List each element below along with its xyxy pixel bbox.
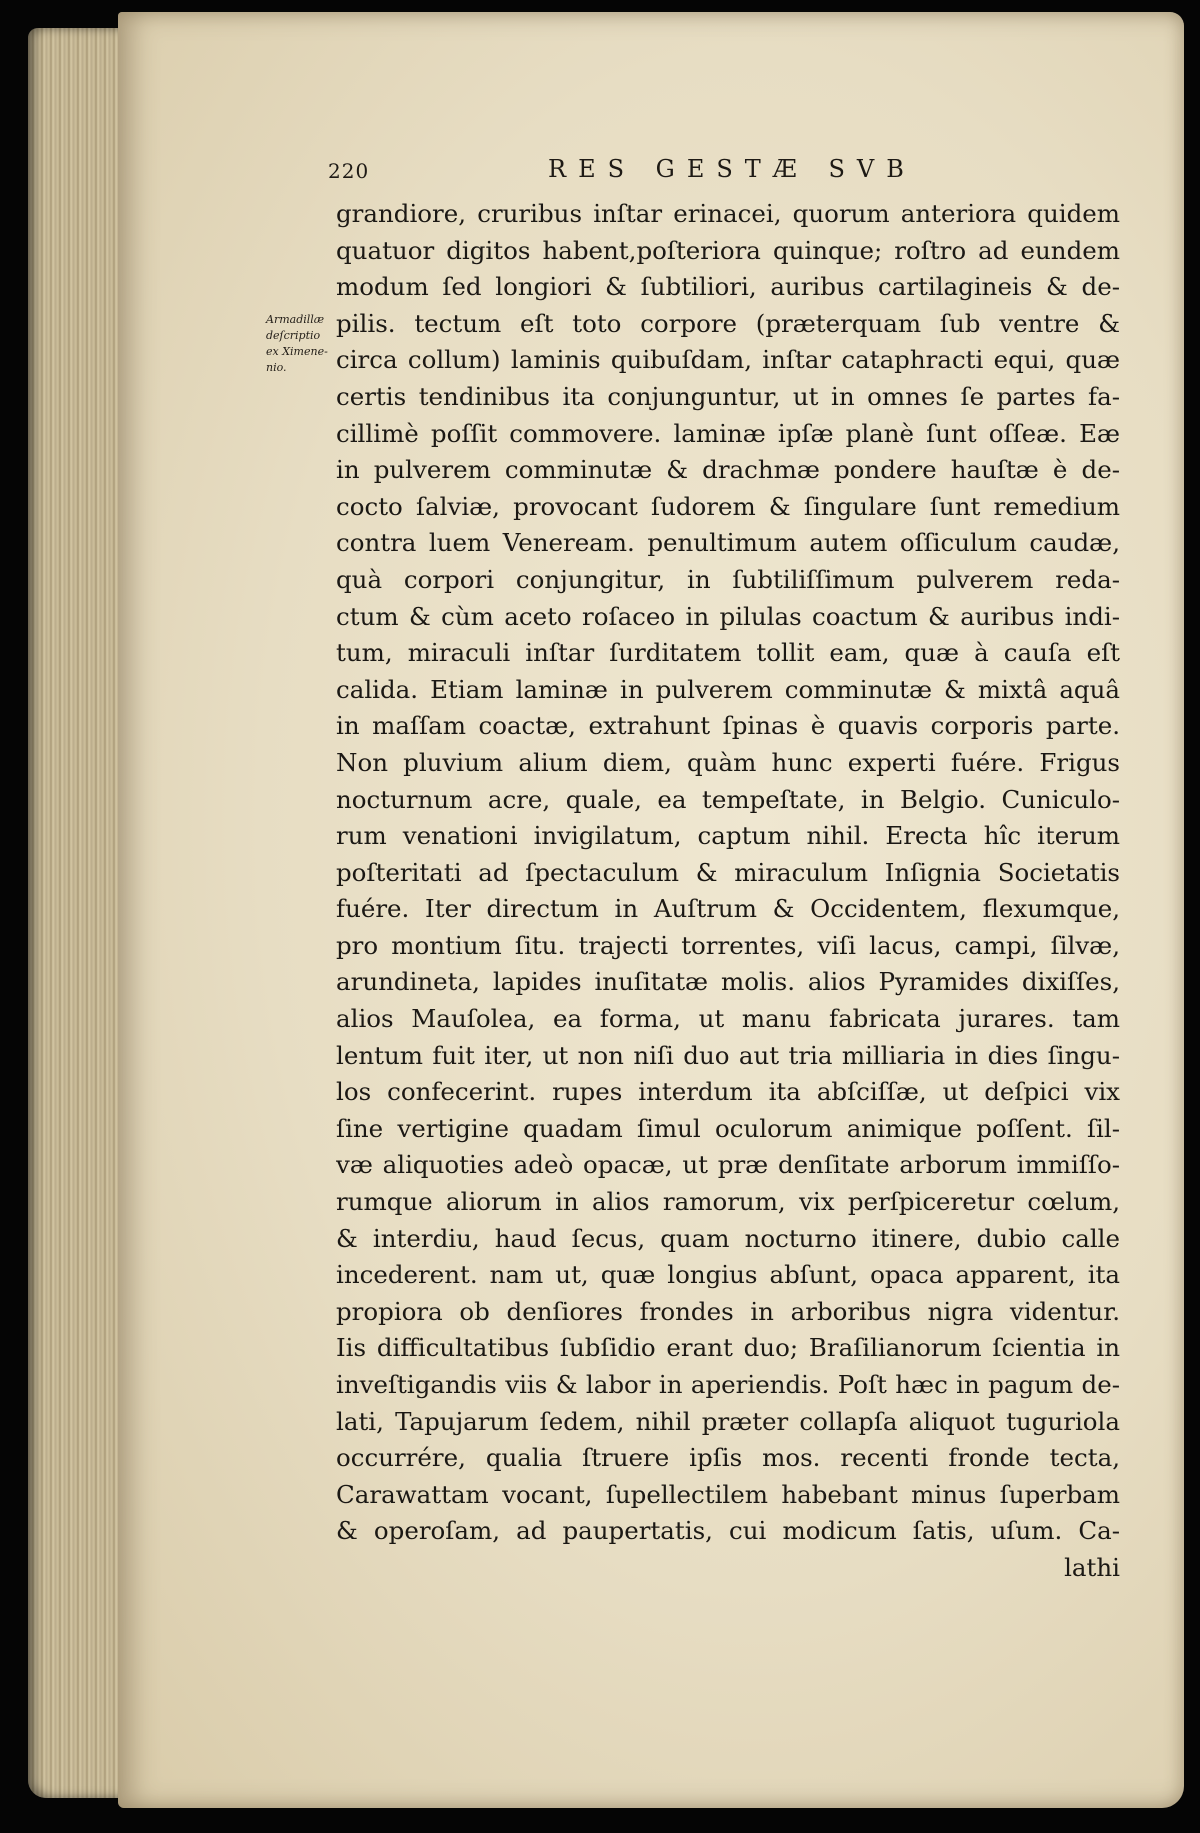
text-line: alios Mauſolea, ea forma, ut manu fabricata jurares. tam (336, 1004, 1120, 1034)
body-text (336, 196, 1120, 1587)
text-line: Non pluvium alium diem, quàm hunc experti fuére. Frigus (336, 747, 1120, 777)
text-line: tum, miraculi inſtar ſurditatem tollit eam, quæ à cauſa eſt (336, 638, 1120, 668)
text-line: rum venationi invigilatum, captum nihil. Erecta hîc iterum (336, 821, 1120, 851)
text-line: lati, Tapujarum ſedem, nihil præter collapſa aliquot tuguriola (336, 1406, 1120, 1436)
text-line: contra luem Veneream. penultimum autem oſſiculum caudæ, (336, 528, 1120, 558)
running-title: RES GESTÆ SVB (548, 155, 916, 183)
page-header (328, 155, 1068, 191)
text-line: in maſſam coactæ, extrahunt ſpinas è quavis corporis parte. (336, 711, 1120, 741)
text-line: arundineta, lapides inuſitatæ molis. alios Pyramides dixiſſes, (336, 967, 1120, 997)
text-line: & interdiu, haud ſecus, quam nocturno itinere, dubio calle (336, 1223, 1120, 1253)
text-line: in pulverem comminutæ & drachmæ pondere hauſtæ è de- (336, 455, 1120, 485)
page-number: 220 (328, 159, 370, 183)
text-line: lentum fuit iter, ut non niſi duo aut tria milliaria in dies ſingu- (336, 1040, 1120, 1070)
text-line: circa collum) laminis quibuſdam, inſtar cataphracti equi, quæ (336, 345, 1120, 375)
text-line: pilis. tectum eſt toto corpore (præterquam ſub ventre & (336, 308, 1120, 338)
text-line: Carawattam vocant, ſupellectilem habebant minus ſuperbam (336, 1479, 1120, 1509)
marginal-note-line: deſcriptio (266, 329, 321, 342)
text-line: cocto ſalviæ, provocant ſudorem & ſingulare ſunt remedium (336, 491, 1120, 521)
text-line: & operoſam, ad paupertatis, cui modicum ſatis, uſum. Ca- (336, 1516, 1120, 1546)
text-line: fuére. Iter directum in Auſtrum & Occidentem, flexumque, (336, 894, 1120, 924)
marginal-note (266, 312, 338, 376)
text-line: ſine vertigine quadam ſimul oculorum animique poſſent. ſil- (336, 1113, 1120, 1143)
text-line: modum ſed longiori & ſubtiliori, auribus cartilagineis & de- (336, 272, 1120, 302)
marginal-note-line: Armadillæ (266, 313, 325, 326)
text-line: propiora ob denſiores frondes in arboribus nigra videntur. (336, 1296, 1120, 1326)
text-line: incederent. nam ut, quæ longius abſunt, opaca apparent, ita (336, 1260, 1120, 1290)
text-line: los confecerint. rupes interdum ita abſciſſæ, ut deſpici vix (336, 1077, 1120, 1107)
text-line: quatuor digitos habent,poſteriora quinque; roſtro ad eundem (336, 235, 1120, 265)
text-line: occurrére, qualia ſtruere ipſis mos. recenti fronde tecta, (336, 1443, 1120, 1473)
text-line: rumque aliorum in alios ramorum, vix perſpiceretur cœlum, (336, 1187, 1120, 1217)
text-line: inveſtigandis viis & labor in aperiendis. Poſt hæc in pagum de- (336, 1370, 1120, 1399)
text-line: væ aliquoties adeò opacæ, ut præ denſitate arborum immiſſo- (336, 1150, 1120, 1180)
marginal-note-line: nio. (266, 361, 287, 374)
text-line: pro montium ſitu. trajecti torrentes, viſi lacus, campi, ſilvæ, (336, 930, 1120, 960)
text-line: grandiore, cruribus inſtar erinacei, quorum anteriora quidem (336, 199, 1120, 228)
text-line: lathi (1064, 1552, 1120, 1582)
text-line: quà corpori conjungitur, in ſubtiliſſimum pulverem reda- (336, 564, 1120, 594)
text-line: cillimè poſſit commovere. laminæ ipſæ planè ſunt oſſeæ. Eæ (336, 418, 1120, 448)
text-line: ctum & cùm aceto roſaceo in pilulas coactum & auribus indi- (336, 601, 1120, 631)
text-line: poſteritati ad ſpectaculum & miraculum Inſignia Societatis (336, 857, 1120, 887)
text-line: calida. Etiam laminæ in pulverem comminutæ & mixtâ aquâ (336, 674, 1120, 704)
text-line: certis tendinibus ita conjunguntur, ut in omnes ſe partes fa- (336, 381, 1120, 411)
text-line: Iis difficultatibus ſubſidio erant duo; Braſilianorum ſcientia in (336, 1333, 1120, 1363)
text-line: nocturnum acre, quale, ea tempeſtate, in Belgio. Cuniculo- (336, 784, 1120, 814)
marginal-note-line: ex Ximene- (266, 345, 328, 358)
